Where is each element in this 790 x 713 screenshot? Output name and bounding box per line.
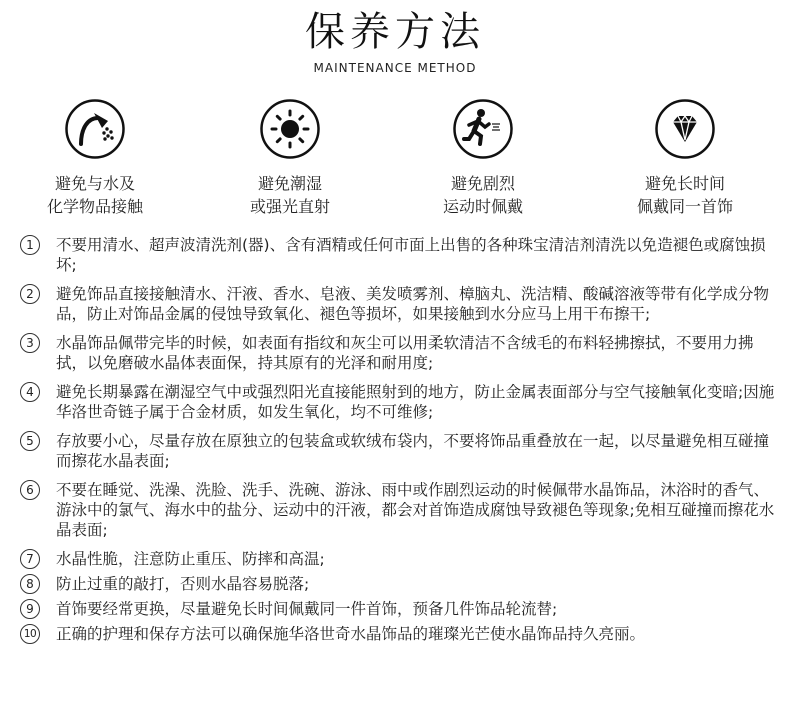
rule-number: 8 (20, 574, 40, 594)
page-title: 保养方法 (305, 9, 485, 55)
rule-text: 防止过重的敲打，否则水晶容易脱落; (56, 575, 310, 593)
rule-number: 7 (20, 549, 40, 569)
icon-row (0, 98, 790, 222)
rule-text: 水晶性脆，注意防止重压、防摔和高温; (56, 550, 325, 568)
maintenance-rules-list (20, 235, 780, 649)
rule-text: 不要在睡觉、洗澡、洗脸、洗手、洗碗、游泳、雨中或作剧烈运动的时候佩带水晶饰品，沐浴时的香气、游泳中的氯气、海水中的盐分、运动中的汗液，都会对首饰造成腐蚀导致褪色等现象;免相互碰撞而擦花水晶表面; (56, 481, 775, 539)
page-subtitle: MAINTENANCE METHOD (313, 61, 477, 75)
shower-icon (64, 98, 126, 160)
icon-card-water (0, 98, 190, 218)
rule-text: 避免饰品直接接触清水、汗液、香水、皂液、美发喷雾剂、樟脑丸、洗洁精、酸碱溶液等带有化学成分物品，防止对饰品金属的侵蚀导致氧化、褪色等损坏，如果接触到水分应马上用干布擦干; (56, 285, 770, 323)
icon-caption-line: 或强光直射 (249, 197, 330, 216)
rule-item (20, 382, 780, 422)
rule-number: 2 (20, 284, 40, 304)
rule-text: 水晶饰品佩带完毕的时候，如表面有指纹和灰尘可以用柔软清洁不含绒毛的布料轻拂擦拭，不要用力拂拭，以免磨破水晶体表面保，持其原有的光泽和耐用度; (56, 334, 754, 372)
rule-item (20, 549, 780, 569)
rule-item (20, 574, 780, 594)
rule-number: 10 (20, 624, 40, 644)
rule-number: 4 (20, 382, 40, 402)
icon-caption-line: 佩戴同一首饰 (636, 197, 733, 216)
rule-item (20, 624, 780, 644)
rule-item (20, 284, 780, 324)
rule-item (20, 333, 780, 373)
rule-item (20, 599, 780, 619)
rule-text: 正确的护理和保存方法可以确保施华洛世奇水晶饰品的璀璨光芒使水晶饰品持久亮丽。 (56, 625, 646, 643)
icon-card-jewelry (590, 98, 780, 218)
rule-text: 存放要小心，尽量存放在原独立的包装盒或软绒布袋内，不要将饰品重叠放在一起，以尽量避免相互碰撞而擦花水晶表面; (56, 432, 770, 470)
diamond-icon (654, 98, 716, 160)
rule-number: 6 (20, 480, 40, 500)
rule-number: 5 (20, 431, 40, 451)
rule-number: 1 (20, 235, 40, 255)
rule-item (20, 235, 780, 275)
icon-card-sport (388, 98, 578, 218)
rule-number: 9 (20, 599, 40, 619)
icon-caption-line: 化学物品接触 (46, 197, 143, 216)
icon-caption-line: 避免剧烈 (450, 174, 515, 193)
rule-text: 不要用清水、超声波清洗剂(器)、含有酒精或任何市面上出售的各种珠宝清洁剂清洗以免造褪色或腐蚀损坏; (56, 236, 766, 274)
icon-caption-line: 运动时佩戴 (442, 197, 523, 216)
rule-item (20, 431, 780, 471)
rule-text: 首饰要经常更换，尽量避免长时间佩戴同一件首饰，预备几件饰品轮流替; (56, 600, 558, 618)
rule-item (20, 480, 780, 540)
icon-caption-line: 避免与水及 (54, 174, 135, 193)
rule-text: 避免长期暴露在潮湿空气中或强烈阳光直接能照射到的地方，防止金属表面部分与空气接触氧化变暗;因施华洛世奇链子属于合金材质，如发生氧化，均不可维修; (56, 383, 775, 421)
icon-card-sun (195, 98, 385, 218)
rule-number: 3 (20, 333, 40, 353)
icon-caption-line: 避免长时间 (644, 174, 725, 193)
sun-icon (259, 98, 321, 160)
running-person-icon (452, 98, 514, 160)
icon-caption-line: 避免潮湿 (257, 174, 322, 193)
